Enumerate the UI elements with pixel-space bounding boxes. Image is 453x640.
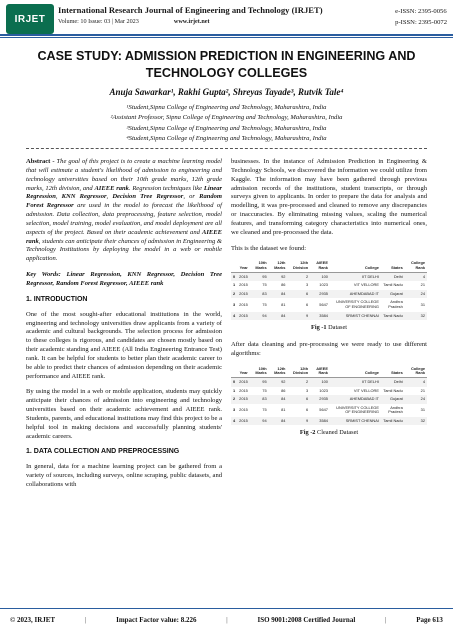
table-header-cell: 10th Marks [250, 366, 269, 378]
table-cell: 9 [287, 312, 310, 321]
right-paragraph-1: businesses. In the instance of Admission Prediction in Engineering & Technology Schools, we discovered the information we could utilize from Kaggle. The information may have been gathered through previous admission records of the institutions, student transcripts, or through surveys given to applicants. In order to prepare the data for analysis and modelling, it was pre-processed and cleaned to remove any discrepancies or inaccuracies. By eliminating missing values, scaling the numerical features, and transforming category characteristics into numerical ones, we cleaned and pre-processed the data. [231, 158, 427, 236]
row-index-cell: 0 [231, 377, 237, 386]
table-header-cell: Year [237, 260, 250, 272]
table-cell: SRMIST CHENNAI [330, 312, 381, 321]
volume-info: Volume: 10 Issue: 03 | Mar 2023 [58, 18, 139, 25]
table-header-row [231, 260, 427, 272]
section-divider [26, 148, 427, 149]
table-cell: IIT DELHI [330, 272, 381, 281]
table-cell: 9 [287, 417, 310, 426]
table-cell: 2015 [237, 290, 250, 299]
fig2-text: Cleaned Dataset [315, 429, 359, 437]
figure-2-caption [231, 429, 427, 438]
affiliations [20, 103, 433, 144]
table-cell: 84 [269, 417, 288, 426]
table-cell: 92 [269, 377, 288, 386]
table-cell: 83 [250, 395, 269, 404]
paper-title: CASE STUDY: ADMISSION PREDICTION IN ENGINEERING AND TECHNOLOGY COLLEGES [37, 49, 416, 80]
footer-impact: Impact Factor value: 8.226 [116, 615, 197, 624]
table-cell: 2015 [237, 272, 250, 281]
table-cell: 84 [269, 395, 288, 404]
table-cell: 2935 [310, 395, 330, 404]
table-cell: 95 [250, 272, 269, 281]
left-column [26, 158, 222, 497]
table-cell: 2015 [239, 406, 248, 412]
figure-2 [231, 366, 427, 426]
table-cell: 2015 [237, 312, 250, 321]
intro-paragraph-2: By using the model in a web or mobile application, students may quickly anticipate their chances of admission into engineering and technology universities based on their academic achievement and AIEEE rank. Students, parents, and educational institutions may find this project to be a helpful tool in making decisions and successfully planning students' academic careers. [26, 388, 222, 440]
table-row [231, 298, 427, 311]
table-row [231, 281, 427, 290]
table-cell: Tamil Nadu [381, 417, 405, 426]
table-cell: 5647 [319, 406, 328, 412]
row-index-cell: 1 [233, 282, 236, 288]
figure-1 [231, 260, 427, 320]
table-header-cell: College [330, 366, 381, 378]
table-cell: 3584 [310, 312, 330, 321]
dataset-table [231, 260, 427, 320]
table-cell: 4 [405, 377, 427, 386]
issn-block [395, 6, 447, 28]
table-cell: 2935 [310, 290, 330, 299]
table-cell: Gujarat [381, 395, 405, 404]
table-cell: 24 [405, 290, 427, 299]
table-cell: 2015 [239, 387, 248, 393]
table-cell: 92 [269, 272, 288, 281]
table-cell: 31 [420, 406, 425, 412]
affiliation-3: ³Student,Sipna College of Engineering and Technology, Maharashtra, India [126, 124, 327, 132]
keywords-text: Linear Regression, KNN Regressor, Decision Tree Regressor, Random Forest Regressor, AIEEE rank [26, 271, 222, 287]
table-cell: VIT VELLORE [353, 282, 379, 288]
logo-text: IRJET [14, 13, 46, 25]
footer-iso: ISO 9001:2008 Certified Journal [257, 615, 356, 624]
table-cell: 83 [250, 290, 269, 299]
keywords-label: Key Words: [26, 271, 61, 279]
affiliation-1: ¹Student,Sipna College of Engineering and Technology, Maharashtra, India [126, 104, 327, 111]
table-header-cell: College Rank [405, 260, 427, 272]
table-cell: 2 [287, 377, 310, 386]
table-cell: Tamil Nadu [383, 387, 403, 393]
table-cell: 6 [305, 301, 309, 307]
table-cell: 31 [420, 301, 425, 307]
table-cell: Andhra Pradesh [388, 299, 403, 309]
footer-separator: | [385, 615, 387, 624]
right-paragraph-2: This is the dataset we found: [231, 244, 307, 252]
row-index-cell: 0 [231, 272, 237, 281]
table-cell: 100 [310, 377, 330, 386]
table-cell: 21 [420, 387, 425, 393]
table-cell: 21 [420, 282, 425, 288]
abstract-label: Abstract - [26, 158, 57, 165]
table-header-cell: 10th Marks [250, 260, 269, 272]
table-header-cell: States [381, 366, 405, 378]
row-index-cell: 3 [233, 301, 236, 307]
author-list: Anuja Sawarkar¹, Rakhi Gupta², Shreyas Tayade³, Rutvik Tale⁴ [109, 87, 344, 97]
table-cell: VIT VELLORE [353, 387, 379, 393]
table-cell: 95 [250, 377, 269, 386]
table-cell: 94 [250, 417, 269, 426]
table-cell: Delhi [381, 272, 405, 281]
figure-1-caption [231, 324, 427, 333]
abstract-text: The goal of this project is to create a machine learning model that will estimate a student's likelihood of admission to engineering and technology universities based on their 10th grade marks, 12th grade marks, 12th division, and AIEEE rank. Regression techniques like Linear Regression, KNN Regressor, Decision Tree Regressor, or Random Forest Regressor are used in the model to forecast the likelihood of admission. Data collection, data preprocessing, feature selection, model selection, model training, model evaluation, and model deployment are all aspects of the project. Based on their academic achievement and AIEEE rank, students can anticipate their chances of admission in Engineering & Technology Institutions by deploying the model in a web or mobile application. [26, 158, 223, 263]
row-index-cell: 1 [233, 387, 236, 393]
table-header-cell: Year [237, 366, 250, 378]
intro-heading: 1. INTRODUCTION [26, 295, 88, 303]
table-row [231, 272, 427, 281]
table-cell: 2015 [239, 282, 248, 288]
table-header-cell: 12th Marks [269, 260, 288, 272]
page-footer [0, 608, 453, 630]
table-header-cell: AIEEE Rank [310, 260, 330, 272]
footer-page: Page 613 [416, 615, 443, 624]
table-header-cell: 12th Division [287, 260, 310, 272]
table-cell: 75 [262, 301, 267, 307]
irjet-logo [6, 4, 54, 34]
intro-paragraph-1: One of the most sought-after educational institutions in the world, engineering and technology universities draw applicants from a variety of academic and cultural backgrounds. The selection process for admission to these colleges is rigorous, and candidates are chosen mostly based on their academic standing and AIEEE (All India Engineering Entrance Test) rank. It can be helpful for students to better plan their academic career to be able to predict their chances of admission depending on their academic performance and AIEEE rank. [26, 310, 222, 380]
table-cell: 94 [250, 312, 269, 321]
table-cell: Gujarat [381, 290, 405, 299]
table-cell: UNIVERSITY COLLEGE OF ENGINEERING [336, 404, 379, 415]
table-cell: UNIVERSITY COLLEGE OF ENGINEERING [336, 299, 379, 309]
table-cell: 75 [262, 387, 267, 393]
table-header-cell: College [330, 260, 381, 272]
affiliation-2: ²Assistant Professor, Sipna College of Engineering and Technology, Maharashtra, India [110, 114, 343, 122]
table-cell: Tamil Nadu [383, 282, 403, 288]
table-row [231, 312, 427, 321]
footer-separator: | [84, 615, 87, 624]
table-cell: IIT DELHI [330, 377, 381, 386]
fig1-label: Fig -1 [310, 324, 327, 332]
table-cell: 84 [269, 312, 288, 321]
row-index-cell: 4 [231, 312, 237, 321]
table-cell: 3 [305, 387, 309, 393]
eissn: e-ISSN: 2395-0056 [395, 8, 447, 15]
table-cell: Delhi [381, 377, 405, 386]
journal-url[interactable]: www.irjet.net [173, 18, 210, 25]
table-cell: SRMIST CHENNAI [330, 417, 381, 426]
table-cell: 2015 [237, 395, 250, 404]
row-index-cell: 2 [231, 290, 237, 299]
header-rule-thin [0, 37, 453, 38]
table-cell: 6 [305, 406, 309, 412]
table-header-cell: States [381, 260, 405, 272]
table-cell: 3584 [310, 417, 330, 426]
table-cell: 75 [262, 282, 267, 288]
table-row [231, 377, 427, 386]
table-cell: 81 [281, 406, 286, 412]
table-row [231, 417, 427, 426]
table-cell: 2015 [237, 377, 250, 386]
table-cell: 2 [287, 272, 310, 281]
pissn: p-ISSN: 2395-0072 [395, 19, 447, 26]
table-header-cell: 12th Division [287, 366, 310, 378]
row-index-cell: 4 [231, 417, 237, 426]
row-index-cell: 3 [233, 406, 236, 412]
table-cell: 81 [281, 301, 286, 307]
footer-copyright: © 2023, IRJET [10, 615, 56, 624]
table-cell: 100 [310, 272, 330, 281]
table-cell: 4 [405, 272, 427, 281]
table-cell: AHEMDABAD IT [330, 290, 381, 299]
volume-line [58, 18, 210, 25]
table-header-cell: College Rank [405, 366, 427, 378]
table-row [231, 290, 427, 299]
data-heading: 1. DATA COLLECTION AND PREPROCESSING [26, 448, 180, 456]
table-cell: 5647 [319, 301, 328, 307]
table-row [231, 404, 427, 417]
table-header-cell: 12th Marks [269, 366, 288, 378]
table-cell: 1023 [319, 387, 328, 393]
table-cell: 1023 [319, 282, 328, 288]
footer-separator: | [226, 615, 228, 624]
fig2-label: Fig -2 [299, 429, 316, 437]
page-header [0, 0, 453, 38]
table-cell: 75 [262, 406, 267, 412]
table-cell: 24 [405, 395, 427, 404]
table-row [231, 387, 427, 396]
table-cell: 86 [281, 387, 286, 393]
cleaned-dataset-table [231, 366, 427, 426]
journal-name: International Research Journal of Engineering and Technology (IRJET) [58, 5, 323, 15]
table-cell: 32 [405, 417, 427, 426]
table-header-row [231, 366, 427, 378]
right-column [231, 158, 427, 446]
table-cell: AHEMDABAD IT [330, 395, 381, 404]
table-cell: 3 [305, 282, 309, 288]
header-rule [0, 34, 453, 36]
fig1-text: Dataset [326, 324, 348, 332]
keywords [26, 271, 222, 289]
table-cell: 6 [287, 395, 310, 404]
table-cell: 2015 [237, 417, 250, 426]
right-paragraph-3: After data cleaning and pre-processing we were ready to use different algorithms: [231, 341, 427, 357]
table-cell: Andhra Pradesh [388, 404, 403, 415]
data-paragraph-1: In general, data for a machine learning project can be gathered from a variety of sources, including surveys, online scraping, public datasets, and collaborations with [26, 463, 222, 488]
table-cell: 32 [405, 312, 427, 321]
affiliation-4: ⁴Student,Sipna College of Engineering and Technology, Maharashtra, India [126, 134, 327, 142]
abstract [26, 158, 222, 264]
table-cell: 86 [281, 282, 286, 288]
row-index-cell: 2 [231, 395, 237, 404]
table-row [231, 395, 427, 404]
table-cell: 2015 [239, 301, 248, 307]
table-cell: 84 [269, 290, 288, 299]
table-cell: Tamil Nadu [381, 312, 405, 321]
table-header-cell: AIEEE Rank [310, 366, 330, 378]
table-cell: 6 [287, 290, 310, 299]
